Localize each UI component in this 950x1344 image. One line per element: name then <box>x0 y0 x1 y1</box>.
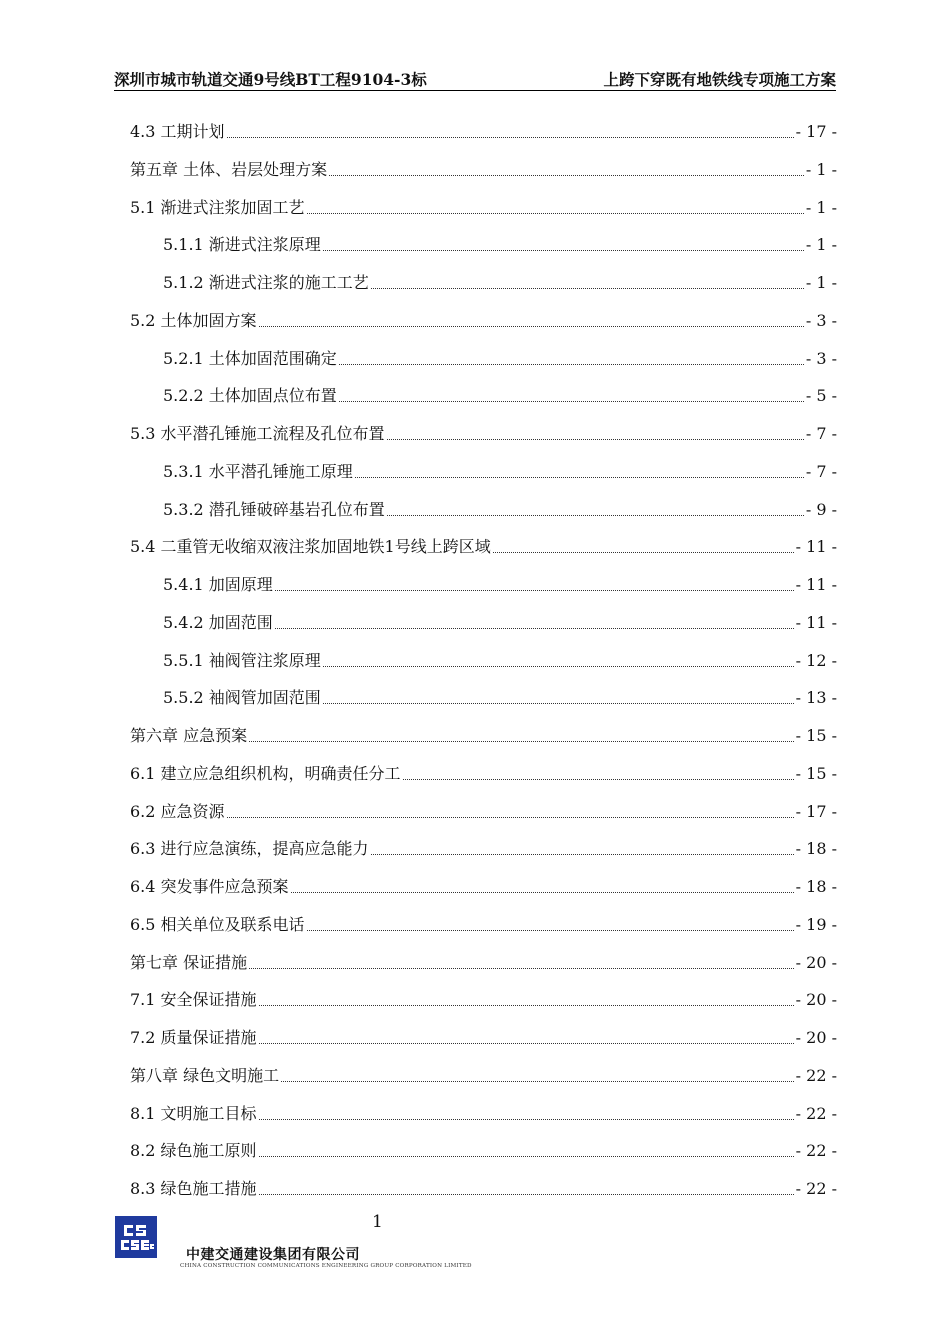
toc-dot-leader <box>355 477 804 478</box>
toc-entry-title: 5.4 二重管无收缩双液注浆加固地铁1号线上跨区域 <box>130 537 491 557</box>
toc-dot-leader <box>387 515 804 516</box>
toc-entry-page: - 7 - <box>805 461 837 481</box>
toc-entry-title: 6.5 相关单位及联系电话 <box>130 914 305 934</box>
toc-entry[interactable] <box>130 1094 837 1124</box>
toc-entry[interactable] <box>163 565 837 595</box>
page-number: 1 <box>372 1212 383 1232</box>
toc-entry-page: - 1 - <box>805 197 837 217</box>
toc-dot-leader <box>259 1043 794 1044</box>
toc-dot-leader <box>493 552 794 553</box>
toc-entry-page: - 20 - <box>795 952 837 972</box>
toc-entry-title: 5.4.2 加固范围 <box>163 612 273 632</box>
toc-entry[interactable] <box>130 980 837 1010</box>
toc-entry[interactable] <box>130 414 837 444</box>
toc-entry[interactable] <box>130 792 837 822</box>
toc-entry[interactable] <box>130 188 837 218</box>
toc-entry-title: 6.4 突发事件应急预案 <box>130 877 289 896</box>
toc-entry-title: 5.5.1 袖阀管注浆原理 <box>163 650 321 670</box>
toc-entry-title: 7.2 质量保证措施 <box>130 1028 257 1047</box>
toc-entry-title: 5.1.2 渐进式注浆的施工工艺 <box>163 273 369 292</box>
toc-entry-title: 5.3 水平潜孔锤施工流程及孔位布置 <box>130 424 385 443</box>
toc-dot-leader <box>307 930 794 931</box>
toc-entry[interactable] <box>130 301 837 331</box>
toc-entry-page: - 20 - <box>795 1028 837 1047</box>
toc-dot-leader <box>259 1005 794 1006</box>
toc-entry-page: - 1 - <box>805 273 837 292</box>
toc-entry-title: 6.1 建立应急组织机构，明确责任分工 <box>130 763 401 783</box>
toc-entry-page: - 1 - <box>805 159 837 179</box>
toc-entry-title: 5.2.2 土体加固点位布置 <box>163 386 337 406</box>
toc-entry-page: - 1 - <box>805 235 837 255</box>
toc-entry[interactable] <box>130 1169 837 1199</box>
toc-entry[interactable] <box>130 716 837 746</box>
toc-entry-page: - 11 - <box>795 612 837 632</box>
toc-entry-title: 8.2 绿色施工原则 <box>130 1141 257 1161</box>
toc-entry-title: 第七章 保证措施 <box>130 952 248 972</box>
toc-entry[interactable] <box>130 754 837 784</box>
toc-entry-page: - 17 - <box>795 122 837 141</box>
toc-entry-page: - 18 - <box>795 839 837 859</box>
toc-entry-page: - 12 - <box>795 650 837 670</box>
toc-dot-leader <box>323 703 794 704</box>
toc-entry-page: - 13 - <box>795 688 837 708</box>
toc-entry-title: 第六章 应急预案 <box>130 726 248 745</box>
toc-entry-title: 8.3 绿色施工措施 <box>130 1179 257 1198</box>
company-name-chinese: 中建交通建设集团有限公司 <box>186 1247 360 1263</box>
toc-dot-leader <box>281 1081 794 1082</box>
toc-dot-leader <box>275 628 794 629</box>
toc-entry-page: - 5 - <box>805 386 837 406</box>
toc-dot-leader <box>249 968 794 969</box>
toc-entry[interactable] <box>163 339 837 369</box>
toc-dot-leader <box>307 213 804 214</box>
toc-entry[interactable] <box>163 641 837 671</box>
toc-dot-leader <box>259 326 804 327</box>
toc-entry-page: - 3 - <box>805 310 837 330</box>
toc-entry-page: - 22 - <box>795 1065 837 1085</box>
toc-dot-leader <box>339 401 804 402</box>
toc-entry-title: 5.1.1 渐进式注浆原理 <box>163 235 321 255</box>
toc-entry-page: - 15 - <box>795 763 837 783</box>
toc-dot-leader <box>323 250 804 251</box>
toc-entry[interactable] <box>163 376 837 406</box>
toc-entry-title: 8.1 文明施工目标 <box>130 1103 257 1123</box>
toc-entry-title: 第八章 绿色文明施工 <box>130 1065 280 1085</box>
header-document-title: 上跨下穿既有地铁线专项施工方案 <box>603 70 836 89</box>
toc-dot-leader <box>339 364 804 365</box>
toc-dot-leader <box>259 1119 794 1120</box>
toc-entry-page: - 7 - <box>805 424 837 443</box>
toc-entry[interactable] <box>130 867 837 897</box>
toc-entry[interactable] <box>163 603 837 633</box>
toc-entry-page: - 22 - <box>795 1179 837 1198</box>
toc-entry[interactable] <box>130 905 837 935</box>
toc-dot-leader <box>329 175 804 176</box>
toc-entry[interactable] <box>163 263 837 293</box>
toc-entry-title: 6.3 进行应急演练，提高应急能力 <box>130 839 369 859</box>
toc-entry-page: - 19 - <box>795 914 837 934</box>
page-header <box>114 68 836 91</box>
toc-dot-leader <box>275 590 794 591</box>
toc-entry-page: - 22 - <box>795 1141 837 1161</box>
toc-entry-title: 4.3 工期计划 <box>130 122 225 141</box>
toc-entry-page: - 18 - <box>795 877 837 896</box>
toc-entry[interactable] <box>130 1018 837 1048</box>
toc-dot-leader <box>259 1156 794 1157</box>
toc-entry-title: 7.1 安全保证措施 <box>130 990 257 1010</box>
toc-entry[interactable] <box>130 829 837 859</box>
toc-entry-page: - 17 - <box>795 801 837 821</box>
company-logo-icon <box>115 1216 157 1258</box>
toc-dot-leader <box>227 817 794 818</box>
toc-dot-leader <box>323 666 794 667</box>
toc-dot-leader <box>371 854 794 855</box>
toc-entry[interactable] <box>130 527 837 557</box>
toc-dot-leader <box>291 892 794 893</box>
toc-entry-title: 5.1 渐进式注浆加固工艺 <box>130 197 305 217</box>
toc-dot-leader <box>249 741 794 742</box>
toc-entry-title: 5.3.1 水平潜孔锤施工原理 <box>163 461 353 481</box>
toc-entry[interactable] <box>130 1056 837 1086</box>
header-project-title: 深圳市城市轨道交通9号线BT工程9104-3标 <box>114 70 427 89</box>
toc-entry-title: 5.2.1 土体加固范围确定 <box>163 348 337 368</box>
toc-entry-page: - 22 - <box>795 1103 837 1123</box>
toc-entry-title: 5.4.1 加固原理 <box>163 575 273 594</box>
toc-dot-leader <box>403 779 794 780</box>
toc-entry[interactable] <box>130 943 837 973</box>
toc-entry[interactable] <box>130 150 837 180</box>
toc-entry-page: - 3 - <box>805 348 837 368</box>
toc-dot-leader <box>371 288 804 289</box>
toc-entry-title: 5.5.2 袖阀管加固范围 <box>163 688 321 708</box>
toc-entry-page: - 15 - <box>795 726 837 745</box>
toc-entry[interactable] <box>130 1131 837 1161</box>
toc-entry-title: 第五章 土体、岩层处理方案 <box>130 159 328 179</box>
toc-entry-page: - 20 - <box>795 990 837 1010</box>
toc-dot-leader <box>259 1194 794 1195</box>
toc-entry[interactable] <box>163 490 837 520</box>
toc-entry-title: 5.3.2 潜孔锤破碎基岩孔位布置 <box>163 499 385 519</box>
toc-entry[interactable] <box>163 678 837 708</box>
toc-entry-page: - 11 - <box>795 575 837 594</box>
toc-dot-leader <box>227 137 794 138</box>
toc-entry[interactable] <box>163 225 837 255</box>
toc-entry-page: - 11 - <box>795 537 837 557</box>
toc-entry[interactable] <box>130 112 837 142</box>
toc-entry-title: 6.2 应急资源 <box>130 801 225 821</box>
toc-dot-leader <box>387 439 804 440</box>
toc-entry-page: - 9 - <box>805 499 837 519</box>
company-name-english: CHINA CONSTRUCTION COMMUNICATIONS ENGINEERING GROUP CORPORATION LIMITED <box>180 1263 472 1269</box>
toc-entry[interactable] <box>163 452 837 482</box>
toc-entry-title: 5.2 土体加固方案 <box>130 310 257 330</box>
